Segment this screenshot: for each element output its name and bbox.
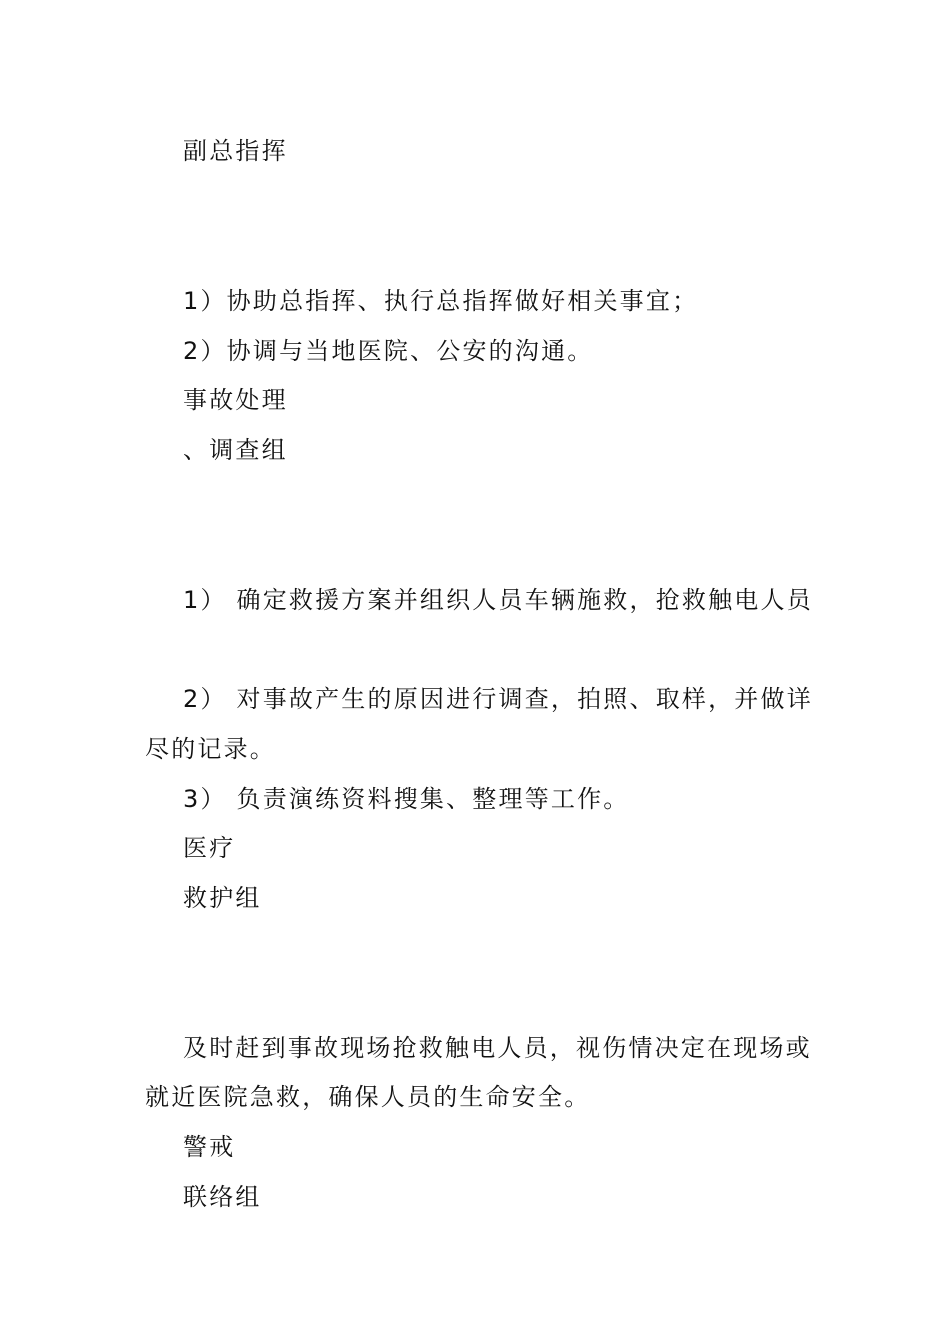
heading-accident-handling: 事故处理 <box>183 386 288 414</box>
heading-medical: 医疗 <box>183 834 236 862</box>
paragraph-item-2-continuation: 尽的记录。 <box>145 735 276 763</box>
paragraph-item-1: 1）协助总指挥、执行总指挥做好相关事宜； <box>183 287 699 315</box>
heading-security: 警戒 <box>183 1133 236 1161</box>
heading-rescue-group: 救护组 <box>183 884 262 912</box>
paragraph-medical-2: 就近医院急救，确保人员的生命安全。 <box>145 1083 591 1111</box>
heading-liaison-group: 联络组 <box>183 1183 262 1211</box>
heading-deputy-commander: 副总指挥 <box>183 137 288 165</box>
paragraph-item-2: 2） 对事故产生的原因进行调查，拍照、取样，并做详 <box>183 685 813 713</box>
paragraph-item-2: 2）协调与当地医院、公安的沟通。 <box>183 337 594 365</box>
paragraph-item-1: 1） 确定救援方案并组织人员车辆施救，抢救触电人员 <box>183 586 813 614</box>
paragraph-item-3: 3） 负责演练资料搜集、整理等工作。 <box>183 785 630 813</box>
paragraph-medical-1: 及时赶到事故现场抢救触电人员，视伤情决定在现场或 <box>183 1034 812 1062</box>
heading-investigation-group: 、调查组 <box>183 436 288 464</box>
